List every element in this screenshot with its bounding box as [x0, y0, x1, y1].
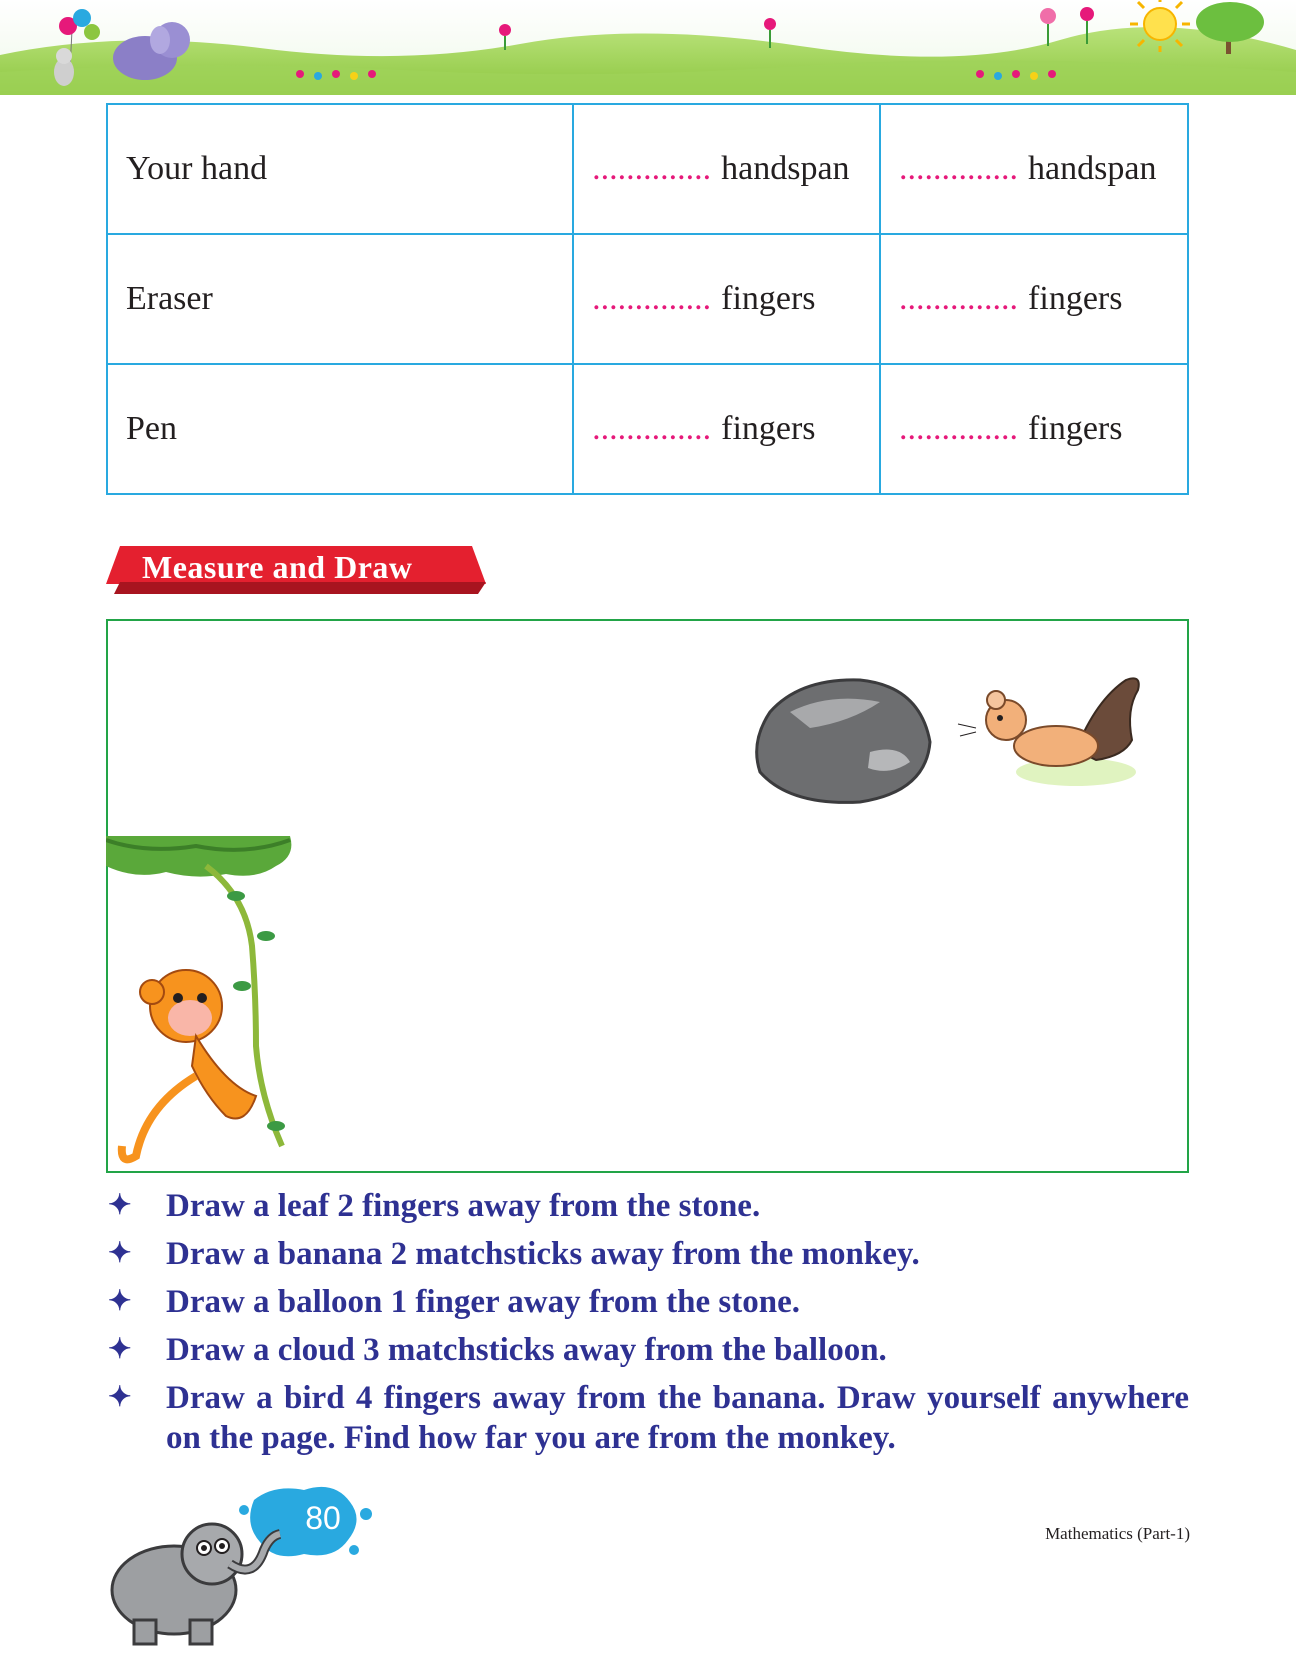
table-row — [107, 104, 1188, 234]
object-cell: Pen — [107, 364, 573, 494]
task-text: Draw a balloon 1 finger away from the stone. — [166, 1284, 800, 1320]
object-cell: Your hand — [107, 104, 573, 234]
task-text: Draw a bird 4 fingers away from the banana. Draw yourself anywhere on the page. Find how far you are from the monkey. — [166, 1380, 1189, 1456]
answer-blank[interactable]: .............. — [592, 150, 712, 187]
task-text: Draw a banana 2 matchsticks away from the monkey. — [166, 1236, 920, 1272]
table-row — [107, 234, 1188, 364]
elephant-splash-icon — [104, 1480, 424, 1648]
squirrel-icon — [956, 660, 1148, 796]
answer-blank[interactable]: .............. — [592, 280, 712, 317]
unit-label: fingers — [1028, 280, 1123, 317]
book-title: Mathematics (Part-1) — [1045, 1524, 1190, 1543]
task-item — [106, 1234, 1189, 1274]
answer-blank[interactable]: .............. — [899, 280, 1019, 317]
table-row — [107, 364, 1188, 494]
measurement-table — [106, 103, 1189, 495]
top-meadow-banner — [0, 0, 1296, 95]
answer-cell[interactable] — [880, 234, 1188, 364]
answer-blank[interactable]: .............. — [592, 410, 712, 447]
object-cell: Eraser — [107, 234, 573, 364]
task-item — [106, 1330, 1189, 1370]
task-list — [106, 1186, 1189, 1466]
task-item — [106, 1186, 1189, 1226]
task-text: Draw a leaf 2 fingers away from the stone. — [166, 1188, 761, 1224]
task-item — [106, 1282, 1189, 1322]
page-number: 80 — [305, 1500, 341, 1536]
unit-label: fingers — [721, 280, 816, 317]
task-item — [106, 1378, 1189, 1458]
stone-icon — [750, 672, 934, 808]
unit-label: fingers — [1028, 410, 1123, 447]
answer-cell[interactable] — [573, 364, 880, 494]
star-bullet-icon: ✦ — [108, 1238, 132, 1269]
task-text: Draw a cloud 3 matchsticks away from the balloon. — [166, 1332, 887, 1368]
unit-label: fingers — [721, 410, 816, 447]
answer-cell[interactable] — [573, 234, 880, 364]
answer-cell[interactable] — [880, 364, 1188, 494]
monkey-on-vine-icon — [106, 836, 326, 1171]
answer-cell[interactable] — [573, 104, 880, 234]
star-bullet-icon: ✦ — [108, 1190, 132, 1221]
rabbit-icon — [54, 48, 74, 86]
answer-cell[interactable] — [880, 104, 1188, 234]
section-heading: Measure and Draw — [142, 549, 413, 585]
star-bullet-icon: ✦ — [108, 1382, 132, 1413]
unit-label: handspan — [1028, 150, 1157, 187]
star-bullet-icon: ✦ — [108, 1286, 132, 1317]
answer-blank[interactable]: .............. — [899, 410, 1019, 447]
unit-label: handspan — [721, 150, 850, 187]
star-bullet-icon: ✦ — [108, 1334, 132, 1365]
answer-blank[interactable]: .............. — [899, 150, 1019, 187]
